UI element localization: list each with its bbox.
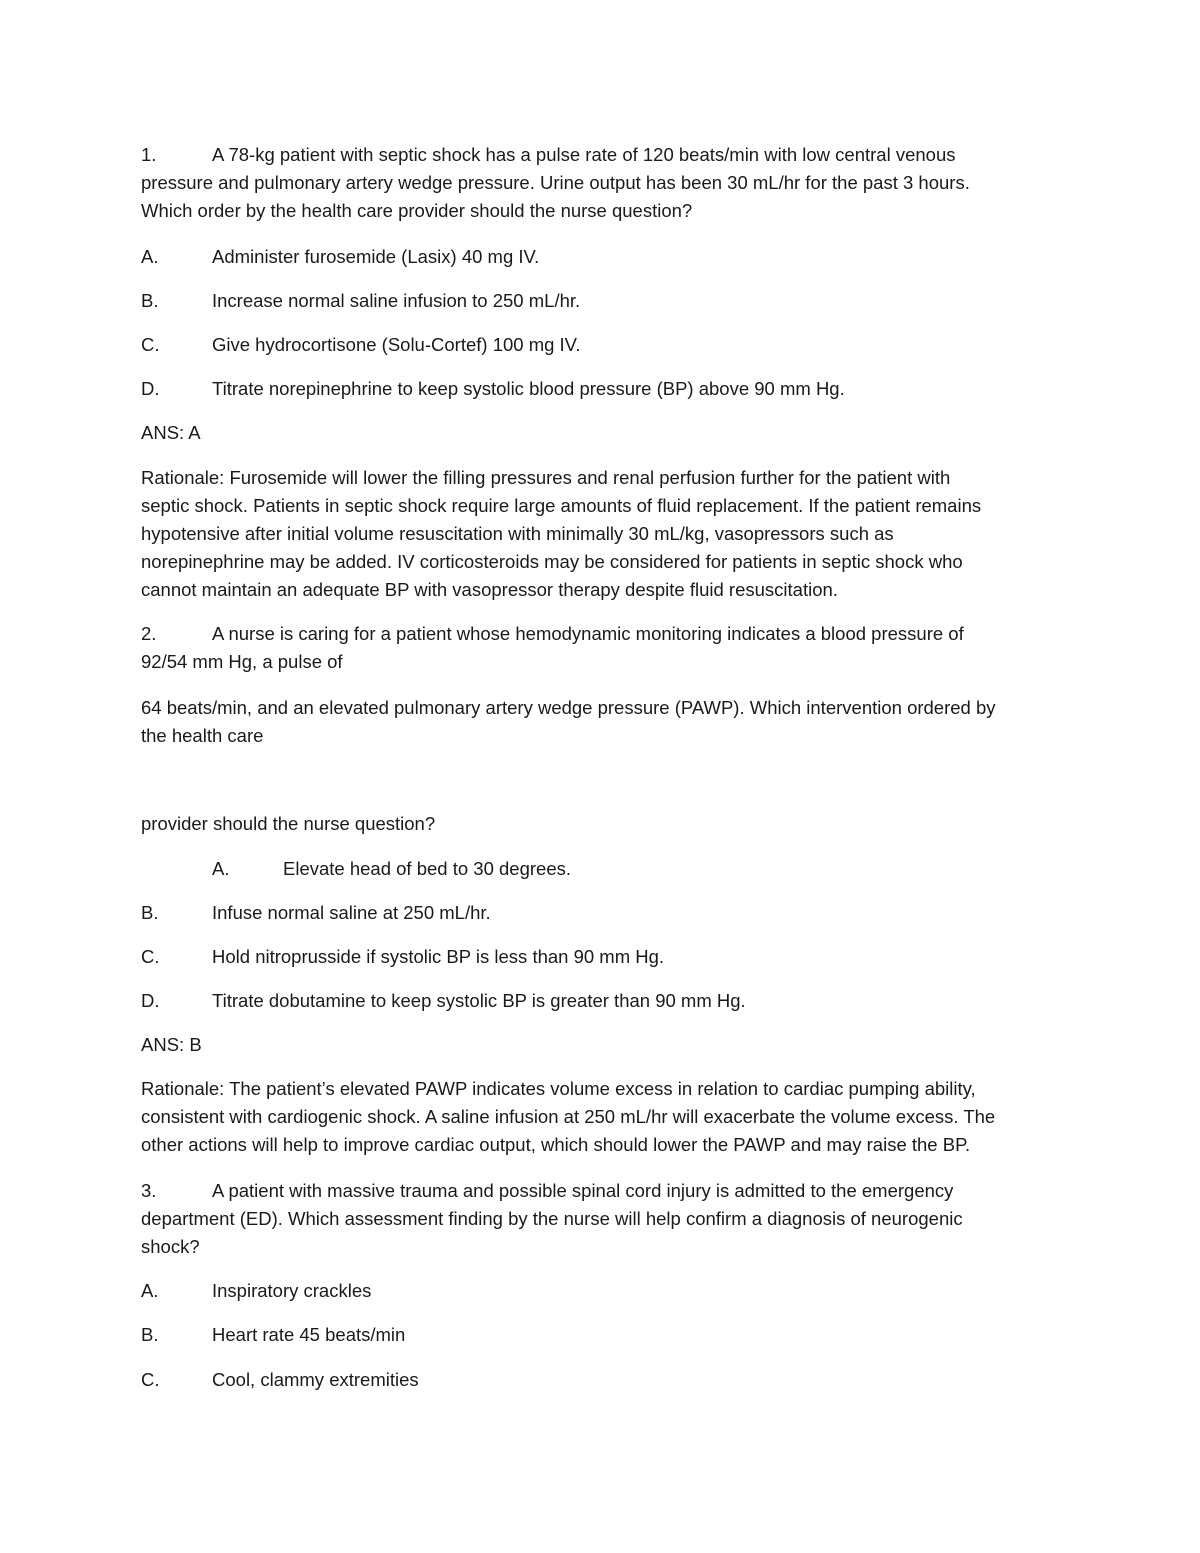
question-2-option-b bbox=[141, 899, 491, 927]
option-text: Infuse normal saline at 250 mL/hr. bbox=[212, 902, 491, 923]
question-1-rationale-line-2: septic shock. Patients in septic shock require large amounts of fluid replacement. If the patient remains bbox=[141, 495, 982, 516]
question-3-stem-line-2: department (ED). Which assessment finding by the nurse will help confirm a diagnosis of neurogenic bbox=[141, 1208, 963, 1229]
question-2-answer: ANS: B bbox=[141, 1034, 202, 1055]
option-text: Administer furosemide (Lasix) 40 mg IV. bbox=[212, 246, 540, 267]
question-2-rationale-line-1: Rationale: The patient’s elevated PAWP indicates volume excess in relation to cardiac pumping ability, bbox=[141, 1078, 976, 1099]
option-letter: C. bbox=[141, 1369, 160, 1390]
option-text: Titrate norepinephrine to keep systolic blood pressure (BP) above 90 mm Hg. bbox=[212, 378, 845, 399]
question-3-option-c bbox=[141, 1366, 419, 1394]
question-3-option-b bbox=[141, 1321, 405, 1349]
question-2-stem-line-5: provider should the nurse question? bbox=[141, 813, 436, 834]
option-letter: B. bbox=[141, 902, 159, 923]
question-2-stem-line-4: the health care bbox=[141, 725, 264, 746]
question-1-option-a bbox=[141, 243, 539, 271]
question-1-stem-text-1: A 78-kg patient with septic shock has a pulse rate of 120 beats/min with low central venous bbox=[212, 144, 956, 165]
option-text: Give hydrocortisone (Solu-Cortef) 100 mg IV. bbox=[212, 334, 581, 355]
question-1-rationale-line-5: cannot maintain an adequate BP with vasopressor therapy despite fluid resuscitation. bbox=[141, 579, 838, 600]
question-3-stem-line-3: shock? bbox=[141, 1236, 200, 1257]
option-letter: A. bbox=[141, 1280, 159, 1301]
option-letter: C. bbox=[141, 334, 160, 355]
question-2-rationale-line-2: consistent with cardiogenic shock. A saline infusion at 250 mL/hr will exacerbate the volume excess. The bbox=[141, 1106, 996, 1127]
question-2-stem-line-3: 64 beats/min, and an elevated pulmonary artery wedge pressure (PAWP). Which intervention ordered by bbox=[141, 697, 996, 718]
question-3-stem-line-1 bbox=[141, 1177, 953, 1205]
option-text: Hold nitroprusside if systolic BP is less than 90 mm Hg. bbox=[212, 946, 665, 967]
question-1-stem-line-2: pressure and pulmonary artery wedge pressure. Urine output has been 30 mL/hr for the past 3 hours. bbox=[141, 172, 970, 193]
question-2-stem-line-1 bbox=[141, 620, 964, 648]
question-1-rationale-line-1: Rationale: Furosemide will lower the filling pressures and renal perfusion further for the patient with bbox=[141, 467, 951, 488]
option-letter: B. bbox=[141, 1324, 159, 1345]
question-3-stem-text-1: A patient with massive trauma and possible spinal cord injury is admitted to the emergency bbox=[212, 1180, 954, 1201]
option-letter: D. bbox=[141, 990, 160, 1011]
option-letter: A. bbox=[141, 246, 159, 267]
question-2-stem-line-2: 92/54 mm Hg, a pulse of bbox=[141, 651, 343, 672]
question-2-option-a bbox=[212, 855, 571, 883]
question-2-option-d bbox=[141, 987, 746, 1015]
question-1-stem-line-1 bbox=[141, 141, 956, 169]
question-2-number: 2. bbox=[141, 623, 157, 644]
question-1-number: 1. bbox=[141, 144, 157, 165]
option-text: Cool, clammy extremities bbox=[212, 1369, 419, 1390]
question-1-rationale-line-3: hypotensive after initial volume resuscitation with minimally 30 mL/kg, vasopressors such as bbox=[141, 523, 894, 544]
option-text: Inspiratory crackles bbox=[212, 1280, 372, 1301]
question-3-option-a bbox=[141, 1277, 371, 1305]
question-1-answer: ANS: A bbox=[141, 422, 201, 443]
question-1-option-b bbox=[141, 287, 580, 315]
question-1-option-d bbox=[141, 375, 845, 403]
question-2-rationale-line-3: other actions will help to improve cardiac output, which should lower the PAWP and may raise the BP. bbox=[141, 1134, 971, 1155]
option-letter: A. bbox=[212, 858, 230, 879]
question-1-option-c bbox=[141, 331, 580, 359]
question-2-option-c bbox=[141, 943, 664, 971]
question-1-stem-line-3: Which order by the health care provider should the nurse question? bbox=[141, 200, 693, 221]
option-text: Increase normal saline infusion to 250 mL/hr. bbox=[212, 290, 581, 311]
option-text: Heart rate 45 beats/min bbox=[212, 1324, 406, 1345]
question-1-rationale-line-4: norepinephrine may be added. IV corticosteroids may be considered for patients in septic shock who bbox=[141, 551, 963, 572]
option-letter: B. bbox=[141, 290, 159, 311]
option-text: Elevate head of bed to 30 degrees. bbox=[283, 858, 571, 879]
question-3-number: 3. bbox=[141, 1180, 157, 1201]
option-text: Titrate dobutamine to keep systolic BP is greater than 90 mm Hg. bbox=[212, 990, 746, 1011]
question-2-stem-text-1: A nurse is caring for a patient whose hemodynamic monitoring indicates a blood pressure of bbox=[212, 623, 964, 644]
option-letter: C. bbox=[141, 946, 160, 967]
option-letter: D. bbox=[141, 378, 160, 399]
